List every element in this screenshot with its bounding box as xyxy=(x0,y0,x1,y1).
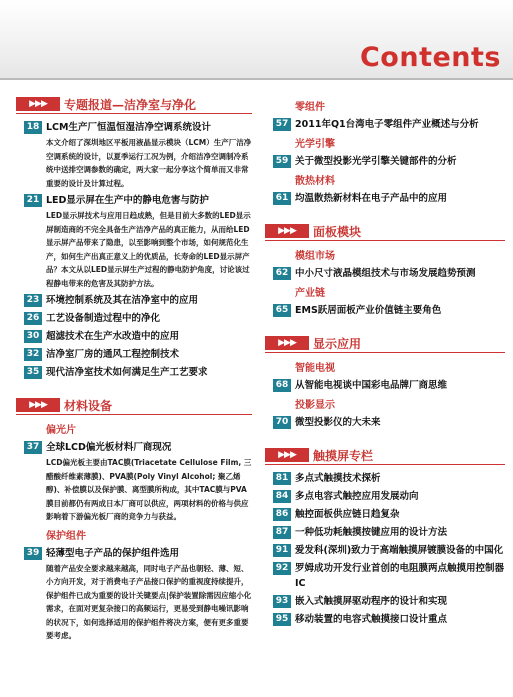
entry-title: 2011年Q1台湾电子零组件产业概述与分析 xyxy=(295,119,479,130)
entry-title: 超滤技术在生产水改造中的应用 xyxy=(46,331,180,342)
page-number: 35 xyxy=(24,366,42,379)
entry-title: LED显示屏在生产中的静电危害与防护 xyxy=(46,195,209,206)
page-number: 18 xyxy=(24,121,42,134)
toc-entry[interactable] xyxy=(265,117,505,132)
entry-title: 从智能电视谈中国彩电品牌厂商思维 xyxy=(295,380,448,391)
subsection-label: 散热材料 xyxy=(295,176,335,187)
entry-title: 轻薄型电子产品的保护组件选用 xyxy=(46,547,180,559)
subsection-label: 模组市场 xyxy=(295,251,335,262)
section-header xyxy=(16,397,252,415)
section-title: 触摸屏专栏 xyxy=(313,449,374,463)
page-number: 68 xyxy=(273,379,291,392)
page-number: 86 xyxy=(273,508,291,521)
entry-title: 爱发科(深圳)致力于高端触摸屏镀膜设备的中国化 xyxy=(295,545,504,556)
page-number: 61 xyxy=(273,192,291,205)
section-title: 专题报道—洁净室与净化 xyxy=(64,98,197,112)
page-number: 92 xyxy=(273,562,291,575)
page-number: 81 xyxy=(273,472,291,485)
arrows-icon: ▶▶▶ xyxy=(16,97,60,111)
toc-entry[interactable] xyxy=(265,612,505,627)
toc-entry[interactable] xyxy=(265,543,505,558)
subsection-label: 投影显示 xyxy=(295,400,335,411)
entry-title: 均温散热新材料在电子产品中的应用 xyxy=(295,193,448,204)
page-number: 91 xyxy=(273,544,291,557)
entry-description: 本文介绍了深圳地区平板用液晶显示模块（LCM）生产厂洁净空调系统的设计，以夏季运行工况为例，介绍洁净空调制冷系统中送排空调参数的确定，两大家一起分享这个简单而又非常重要的设计及计算过程。 xyxy=(46,138,252,188)
page-number: 70 xyxy=(273,416,291,429)
toc-entry[interactable] xyxy=(16,347,252,362)
toc-entry[interactable] xyxy=(16,193,252,290)
arrows-icon: ▶▶▶ xyxy=(16,398,60,412)
toc-entry[interactable] xyxy=(265,594,505,609)
entry-title: 中小尺寸液晶模组技术与市场发展趋势预测 xyxy=(295,268,476,279)
toc-entry[interactable] xyxy=(265,471,505,486)
page-number: 95 xyxy=(273,613,291,626)
page-number: 26 xyxy=(24,312,42,325)
entry-title: 嵌入式触摸屏驱动程序的设计和实现 xyxy=(295,596,448,607)
left-column xyxy=(16,96,252,646)
toc-entry[interactable] xyxy=(16,440,252,524)
entry-title: EMS跃居面板产业价值链主要角色 xyxy=(295,305,442,316)
section-rule xyxy=(16,414,252,415)
section-header xyxy=(265,335,505,353)
toc-entry[interactable] xyxy=(265,303,505,318)
section-title: 显示应用 xyxy=(313,337,362,351)
subsection-label: 保护组件 xyxy=(46,530,86,542)
entry-title: 环境控制系统及其在洁净室中的应用 xyxy=(46,295,199,306)
section-rule xyxy=(265,240,505,241)
toc-entry[interactable] xyxy=(265,489,505,504)
section-header xyxy=(16,96,252,114)
page-number: 57 xyxy=(273,118,291,131)
page-number: 93 xyxy=(273,595,291,608)
entry-description: LED显示屏技术与应用日趋成熟，但是目前大多数的LED显示屏制造商的不完全具备生产洁净产品的真正能力，从而给LED显示屏产品带来了隐患，以至影响到整个市场，如何规范化生产，如何生产出真正意义上的优质品，长寿命的LED显示屏产品？本文从以LED显示屏生产过程的静电防护角度，讨论该过程静电带来的危害及其防护方法。 xyxy=(46,211,251,288)
entry-title: 全球LCD偏光板材料厂商现况 xyxy=(46,442,172,453)
entry-title: 移动装置的电容式触摸接口设计重点 xyxy=(295,614,448,625)
entry-title: 工艺设备制造过程中的净化 xyxy=(46,313,161,324)
subsection-label: 产业链 xyxy=(295,288,325,299)
section-title: 材料设备 xyxy=(64,399,113,413)
entry-title: 关于微型投影光学引擎关键部件的分析 xyxy=(295,156,457,167)
entry-title: 现代洁净室技术如何满足生产工艺要求 xyxy=(46,367,208,378)
toc-entry[interactable] xyxy=(265,154,505,169)
toc-entry[interactable] xyxy=(265,525,505,540)
entry-title: 罗姆成功开发行业首创的电阻膜两点触摸用控制器IC xyxy=(295,563,505,589)
page-number: 30 xyxy=(24,330,42,343)
entry-title: LCM生产厂恒温恒湿洁净空调系统设计 xyxy=(46,122,211,133)
page-number: 84 xyxy=(273,490,291,503)
entry-description: LCD偏光板主要由TAC膜(Triacetate Cellulose Film, 三醋酸纤维素薄膜)、PVA膜(Poly Vinyl Alcohol; 聚乙烯醇)、补偿膜以及保护膜、离型膜所构成，其中TAC膜与PVA膜目前都仍有两成日本厂商可以供应，两项材料的价格与供应影响着下游偏光板厂商的竞争力与获益。 xyxy=(46,458,252,521)
entry-title: 一种低功耗触摸按键应用的设计方法 xyxy=(295,527,448,538)
right-column xyxy=(265,96,505,630)
entry-title: 触控面板供应链日趋复杂 xyxy=(295,509,400,520)
page-number: 59 xyxy=(273,155,291,168)
toc-entry[interactable] xyxy=(265,415,505,430)
entry-title: 微型投影仪的大未来 xyxy=(295,417,381,428)
section-rule xyxy=(265,464,505,465)
header-divider xyxy=(0,78,513,80)
subsection-label: 光学引擎 xyxy=(295,139,335,150)
arrows-icon: ▶▶▶ xyxy=(265,336,309,350)
toc-entry[interactable] xyxy=(265,266,505,281)
toc-entry[interactable] xyxy=(16,365,252,380)
page-number: 65 xyxy=(273,304,291,317)
page-number: 39 xyxy=(24,547,42,560)
section-header xyxy=(265,447,505,465)
toc-entry[interactable] xyxy=(265,561,505,591)
toc-entry[interactable] xyxy=(16,546,252,643)
subsection-label: 偏光片 xyxy=(46,425,76,436)
toc-entry[interactable] xyxy=(16,120,252,190)
entry-title: 多点式触摸技术探析 xyxy=(295,473,381,484)
subsection-label: 智能电视 xyxy=(295,363,335,374)
section-rule xyxy=(16,113,252,114)
section-rule xyxy=(265,352,505,353)
page-number: 23 xyxy=(24,294,42,307)
entry-title: 多点电容式触控应用发展动向 xyxy=(295,491,419,502)
toc-entry[interactable] xyxy=(265,378,505,393)
toc-entry[interactable] xyxy=(16,311,252,326)
section-header xyxy=(265,223,505,241)
toc-entry[interactable] xyxy=(16,293,252,308)
page-number: 21 xyxy=(24,194,42,207)
entry-title: 洁净室厂房的通风工程控制技术 xyxy=(46,349,180,360)
toc-entry[interactable] xyxy=(265,507,505,522)
page-number: 87 xyxy=(273,526,291,539)
arrows-icon: ▶▶▶ xyxy=(265,448,309,462)
toc-entry[interactable] xyxy=(16,329,252,344)
subsection-label: 零组件 xyxy=(295,102,325,113)
entry-description: 随着产品安全要求越来越高，同时电子产品也朝轻、薄、短、小方向开发，对于消费电子产品接口保护的重视度持续提升，保护组件已成为重要的设计关键要点|保护装置除需因应缩小化需求，在面对更复杂接口的高频运行，更易受到静电噪讯影响的状况下，如何选择适用的保护组件将决方案，便有更多重要要考虑。 xyxy=(46,563,252,640)
page-number: 62 xyxy=(273,267,291,280)
arrows-icon: ▶▶▶ xyxy=(265,224,309,238)
toc-entry[interactable] xyxy=(265,191,505,206)
page-title: Contents xyxy=(359,42,501,73)
page-number: 37 xyxy=(24,441,42,454)
section-title: 面板模块 xyxy=(313,225,362,239)
page-number: 32 xyxy=(24,348,42,361)
